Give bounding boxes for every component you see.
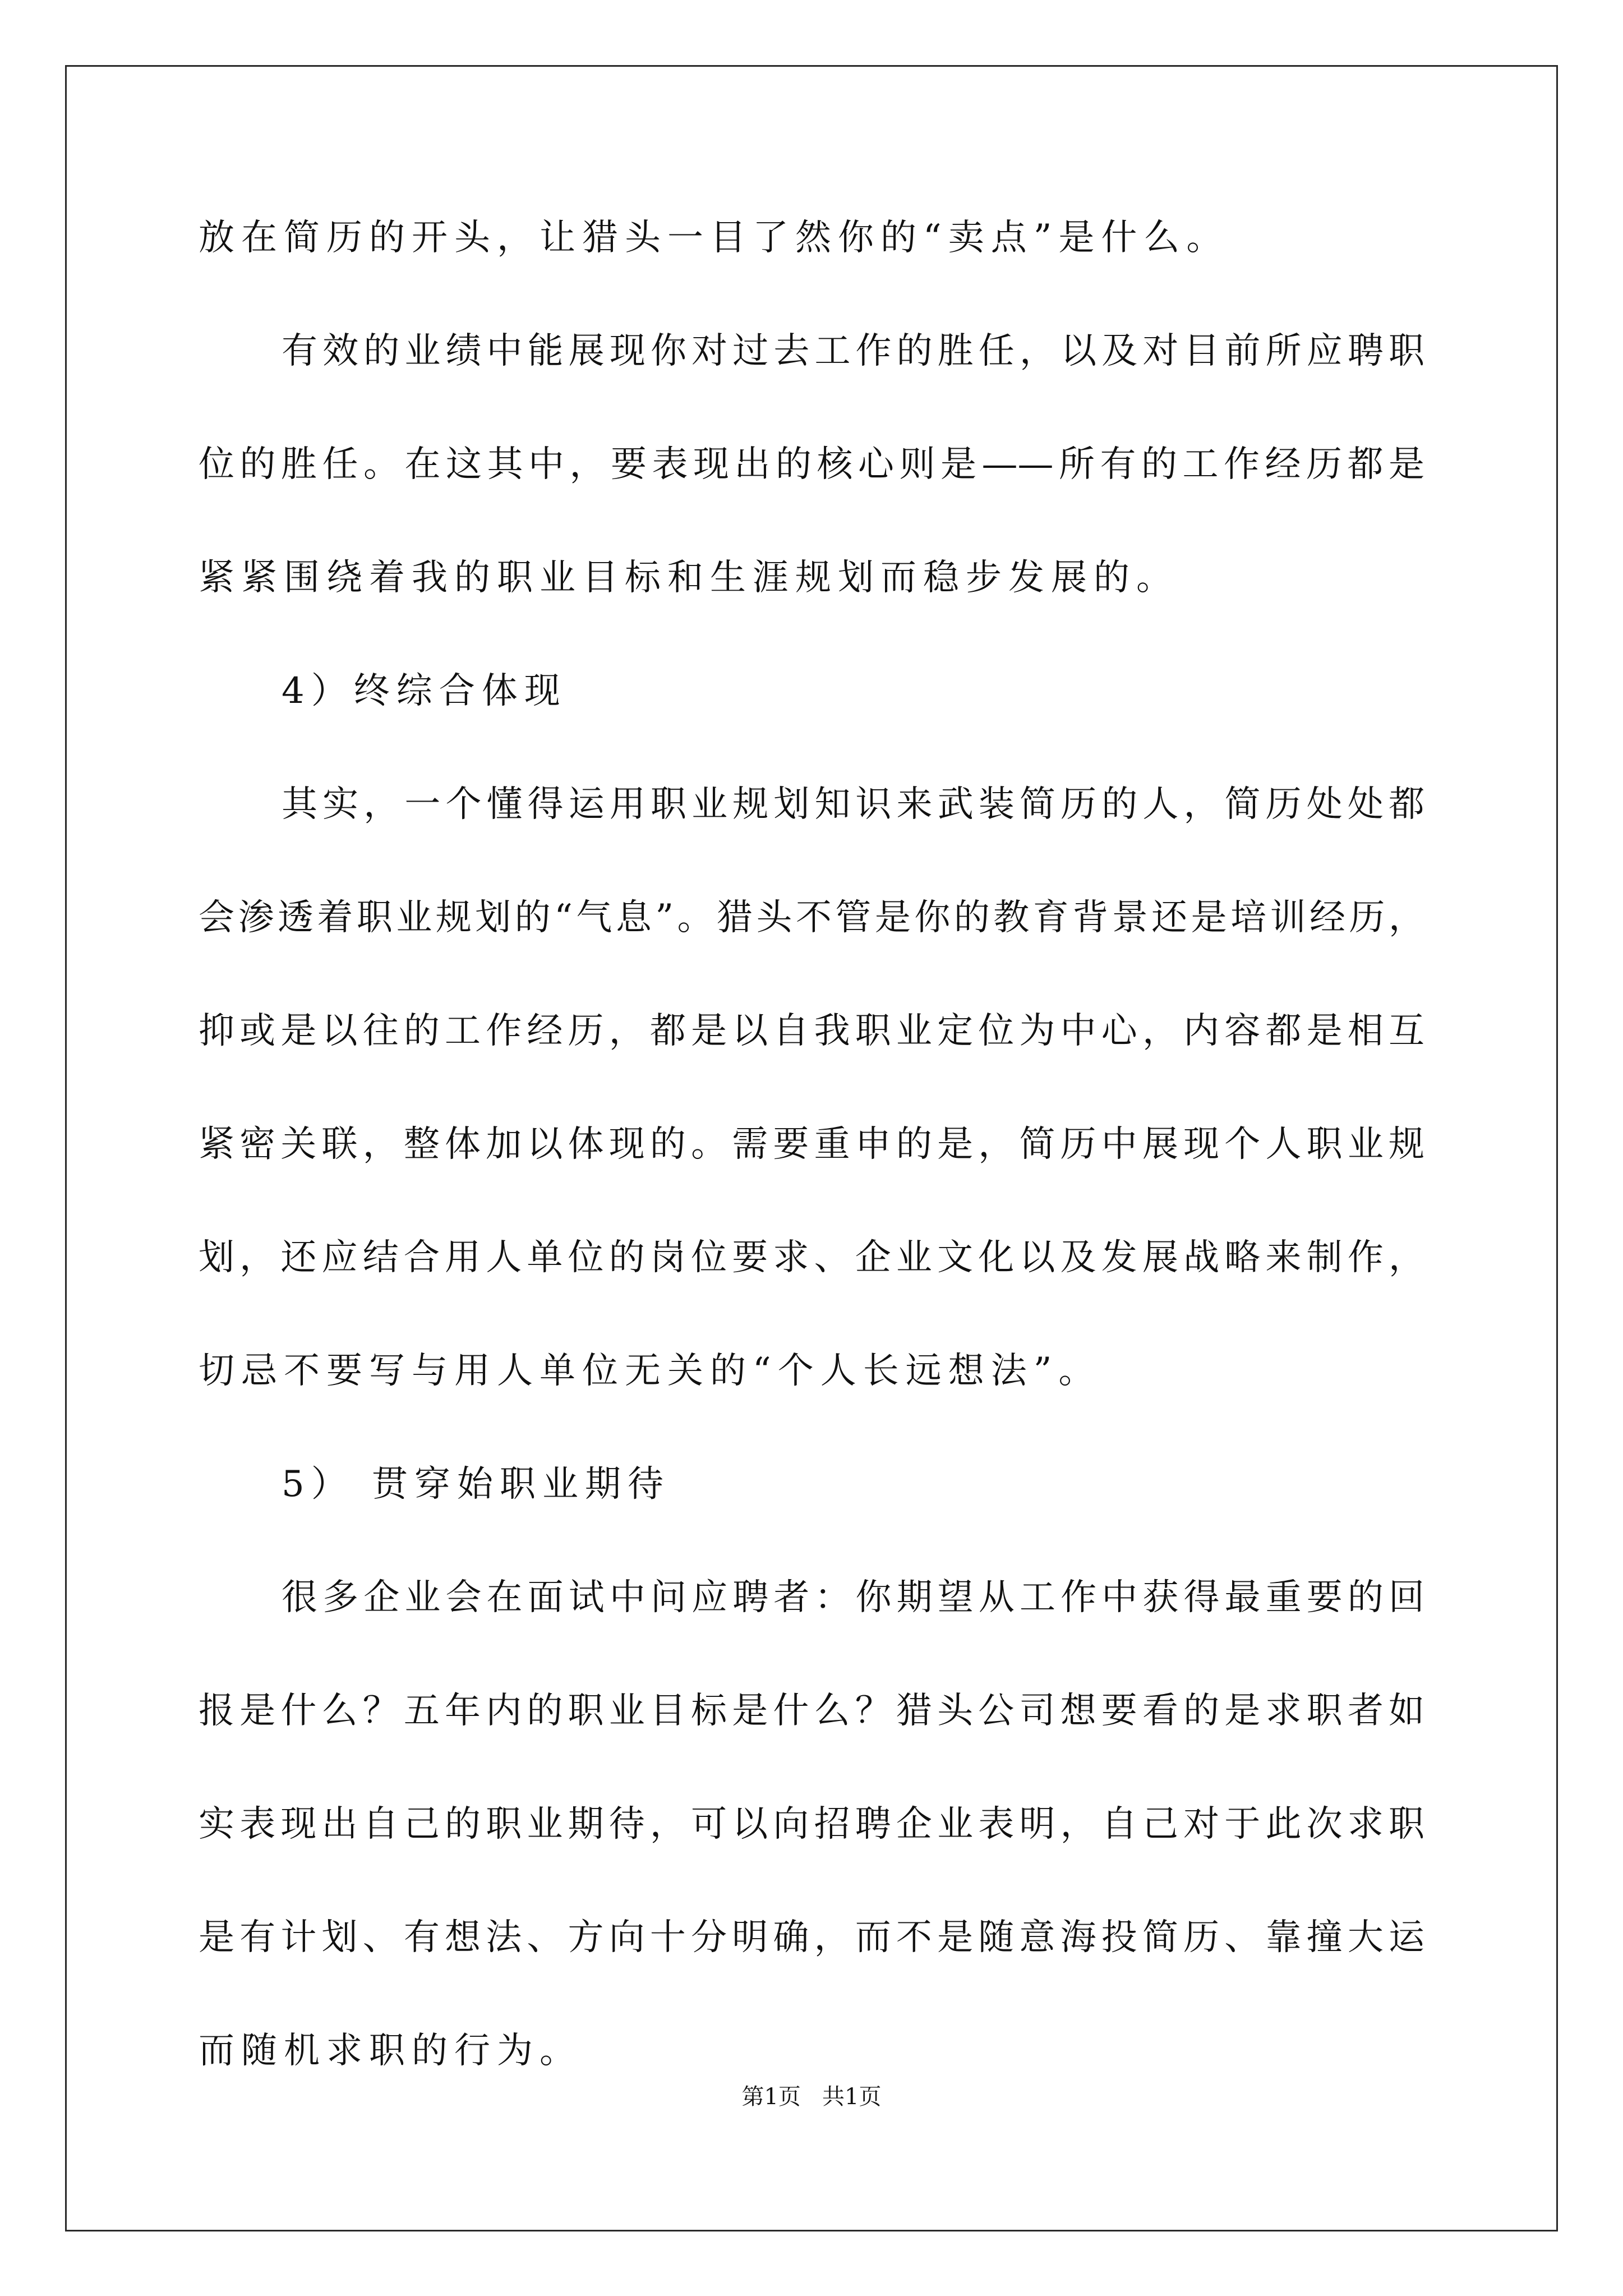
section-heading: 5） 贯穿始职业期待 (282, 1464, 671, 1505)
paragraph-line: 实表现出自己的职业期待，可以向招聘企业表明，自己对于此次求职 (199, 1803, 1424, 1845)
paragraph-line: 会渗透着职业规划的“气息”。猎头不管是你的教育背景还是培训经历， (199, 897, 1424, 938)
paragraph-line: 是有计划、有想法、方向十分明确，而不是随意海投简历、靠撞大运 (199, 1917, 1424, 1958)
paragraph-line: 报是什么？五年内的职业目标是什么？猎头公司想要看的是求职者如 (199, 1690, 1424, 1732)
paragraph-line: 紧密关联，整体加以体现的。需要重申的是，简历中展现个人职业规 (199, 1124, 1424, 1165)
paragraph-line: 很多企业会在面试中问应聘者：你期望从工作中获得最重要的回 (282, 1577, 1424, 1618)
page-footer: 第1页 共1页 (741, 2084, 882, 2110)
paragraph-line: 抑或是以往的工作经历，都是以自我职业定位为中心，内容都是相互 (199, 1010, 1424, 1052)
document-body (199, 217, 1424, 2146)
paragraph-line: 有效的业绩中能展现你对过去工作的胜任，以及对目前所应聘职 (282, 330, 1424, 372)
paragraph-line: 切忌不要写与用人单位无关的“个人长远想法”。 (199, 1350, 1101, 1392)
paragraph-line: 紧紧围绕着我的职业目标和生涯规划而稳步发展的。 (199, 557, 1179, 599)
section-heading: 4）终综合体现 (282, 670, 567, 712)
paragraph-line: 划，还应结合用人单位的岗位要求、企业文化以及发展战略来制作， (199, 1237, 1424, 1278)
paragraph-line: 放在简历的开头，让猎头一目了然你的“卖点”是什么。 (199, 217, 1229, 259)
paragraph-line: 位的胜任。在这其中，要表现出的核心则是——所有的工作经历都是 (199, 444, 1424, 485)
paragraph-line: 而随机求职的行为。 (199, 2030, 582, 2072)
paragraph-line: 其实，一个懂得运用职业规划知识来武装简历的人，简历处处都 (282, 784, 1424, 825)
